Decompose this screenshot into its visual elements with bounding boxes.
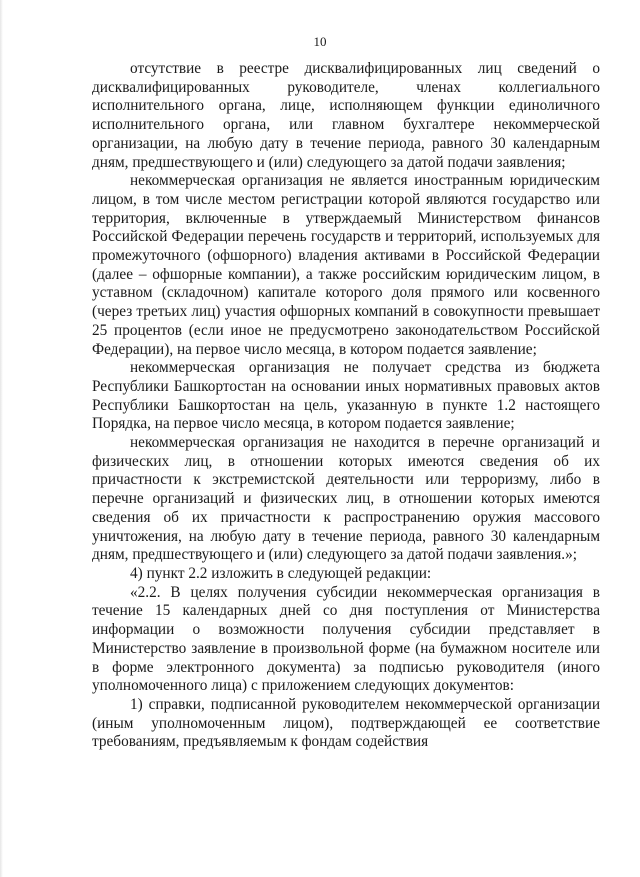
document-body — [92, 60, 600, 752]
paragraph-document-item-1: 1) справки, подписанной руководителем некоммерческой организации (иным уполномоченным лицом), подтверждающей ее соответствие требованиям, предъявляемым к фондам содействия — [92, 695, 600, 751]
paragraph-not-foreign-entity: некоммерческая организация не является иностранным юридическим лицом, в том числе местом регистрации которой являются государство или территория, включенные в утверждаемый Министерством финансов Российской Федерации перечень государств и территорий, используемых для промежуточного (офшорного) владения активами в Российской Федерации (далее – офшорные компании), а также российским юридическим лицом, в уставном (складочном) капитале которого доля прямого или косвенного (через третьих лиц) участия офшорных компаний в совокупности превышает 25 процентов (если иное не предусмотрено законодательством Российской Федерации), на первое число месяца, в котором подается заявление; — [92, 172, 600, 358]
paragraph-no-budget-funds: некоммерческая организация не получает средства из бюджета Республики Башкортостан на основании иных нормативных правовых актов Республики Башкортостан на цель, указанную в пункте 1.2 настоящего Порядка, на первое число месяца, в котором подается заявление; — [92, 359, 600, 433]
scan-edge-shadow — [0, 0, 3, 877]
paragraph-not-in-extremist-list: некоммерческая организация не находится в перечне организаций и физических лиц, в отношении которых имеются сведения об их причастности к экстремистской деятельности или терроризму, либо в перечне организаций и физических лиц, в отношении которых имеются сведения об их причастности к распространению оружия массового уничтожения, на любую дату в течение периода, равного 30 календарным дням, предшествующего и (или) следующего за датой подачи заявления.»; — [92, 434, 600, 564]
paragraph-disqualified-persons: отсутствие в реестре дисквалифицированных лиц сведений о дисквалифицированных руководителе, членах коллегиального исполнительного органа, лице, исполняющем функции единоличного исполнительного органа, или главном бухгалтере некоммерческой организации, на любую дату в течение периода, равного 30 календарным дням, предшествующего и (или) следующего за датой подачи заявления; — [92, 60, 600, 171]
paragraph-clause-2-2: «2.2. В целях получения субсидии некоммерческая организация в течение 15 календарных дней со дня поступления от Министерства информации о возможности получения субсидии представляет в Министерство заявление в произвольной форме (на бумажном носителе или в форме электронного документа) за подписью руководителя (иного уполномоченного лица) с приложением следующих документов: — [92, 583, 600, 695]
paragraph-amendment-item-4: 4) пункт 2.2 изложить в следующей редакции: — [130, 564, 432, 582]
page-number: 10 — [313, 34, 327, 49]
